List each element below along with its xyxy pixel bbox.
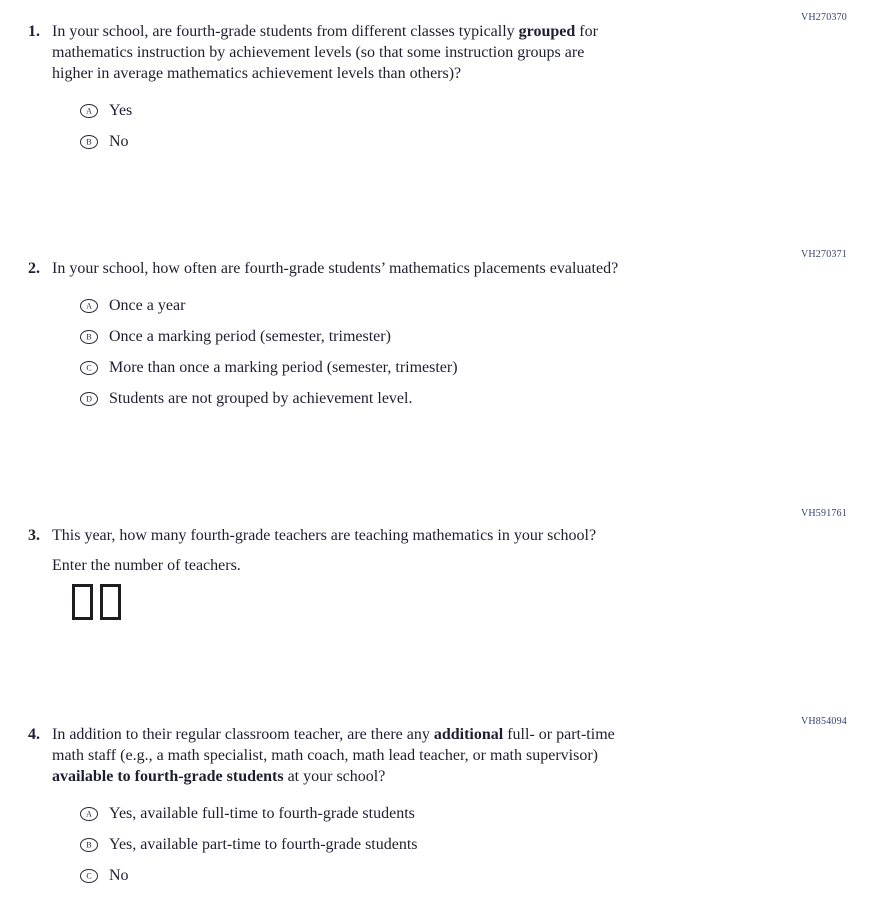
option-bubble-icon[interactable]: [80, 361, 98, 375]
answer-options: [80, 295, 867, 409]
question-instruction: Enter the number of teachers.: [52, 557, 241, 574]
option-label: More than once a marking period (semester, trimester): [109, 359, 458, 376]
option-label: Yes, available part-time to fourth-grade students: [109, 836, 418, 853]
question-text-segment: higher in average mathematics achievement levels than others)?: [52, 65, 462, 82]
question-id-code: VH270371: [800, 249, 847, 260]
question-id-code: VH591761: [800, 508, 847, 519]
option-bubble-icon[interactable]: [80, 838, 98, 852]
question-text-segment: In your school, how often are fourth-grade students’ mathematics placements evaluated?: [52, 260, 619, 277]
option-letter: C: [86, 363, 92, 372]
question-row: [28, 21, 867, 84]
question-text-segment: at your school?: [283, 768, 386, 785]
option-bubble-icon[interactable]: [80, 392, 98, 406]
question-block: [28, 12, 867, 162]
option-letter: C: [86, 871, 92, 880]
answer-option[interactable]: [80, 865, 867, 886]
answer-option[interactable]: [80, 295, 867, 316]
question-number: 2.: [28, 260, 40, 277]
option-label: Yes, available full-time to fourth-grade students: [109, 805, 415, 822]
answer-option[interactable]: [80, 326, 867, 347]
question-number: 1.: [28, 23, 40, 40]
number-entry: [72, 584, 867, 620]
option-letter: A: [86, 106, 92, 115]
option-letter: B: [86, 137, 92, 146]
question-text-segment: full- or part-time: [503, 726, 615, 743]
answer-option[interactable]: [80, 131, 867, 152]
question-block: [28, 716, 867, 896]
digit-entry-box[interactable]: [72, 584, 93, 620]
option-label: No: [109, 867, 129, 884]
option-bubble-icon[interactable]: [80, 330, 98, 344]
option-label: No: [109, 133, 129, 150]
option-letter: D: [86, 394, 92, 403]
option-label: Yes: [109, 102, 133, 119]
answer-option[interactable]: [80, 100, 867, 121]
question-block: [28, 508, 867, 620]
option-bubble-icon[interactable]: [80, 869, 98, 883]
question-text-segment: additional: [433, 726, 504, 743]
question-number: 4.: [28, 726, 40, 743]
question-row: [28, 525, 867, 546]
question-text: [52, 525, 596, 546]
question-row: [28, 724, 867, 787]
question-text-segment: available to fourth-grade students: [52, 768, 284, 785]
option-bubble-icon[interactable]: [80, 135, 98, 149]
option-bubble-icon[interactable]: [80, 807, 98, 821]
question-text: [52, 724, 615, 787]
question-id-code: VH854094: [800, 716, 847, 727]
option-label: Once a marking period (semester, trimester): [109, 328, 391, 345]
digit-entry-box[interactable]: [100, 584, 121, 620]
question-text-segment: In addition to their regular classroom teacher, are there any: [52, 726, 434, 743]
question-id-code: VH270370: [800, 12, 847, 23]
question-text-segment: for: [575, 23, 598, 40]
question-text-segment: In your school, are fourth-grade students from different classes typically: [52, 23, 519, 40]
option-label: Students are not grouped by achievement level.: [109, 390, 413, 407]
question-text-segment: math staff (e.g., a math specialist, math coach, math lead teacher, or math supervisor): [52, 747, 598, 764]
question-block: [28, 249, 867, 419]
answer-option[interactable]: [80, 834, 867, 855]
option-label: Once a year: [109, 297, 186, 314]
option-bubble-icon[interactable]: [80, 299, 98, 313]
option-letter: B: [86, 840, 92, 849]
option-letter: A: [86, 809, 92, 818]
answer-options: [80, 100, 867, 152]
answer-option[interactable]: [80, 803, 867, 824]
question-text-segment: This year, how many fourth-grade teachers are teaching mathematics in your school?: [52, 527, 597, 544]
option-letter: A: [86, 301, 92, 310]
question-text-segment: mathematics instruction by achievement levels (so that some instruction groups are: [52, 44, 585, 61]
question-text: [52, 21, 598, 84]
option-letter: B: [86, 332, 92, 341]
answer-option[interactable]: [80, 388, 867, 409]
question-text-segment: grouped: [518, 23, 576, 40]
question-row: [28, 258, 867, 279]
answer-option[interactable]: [80, 357, 867, 378]
question-number: 3.: [28, 527, 40, 544]
question-text: [52, 258, 618, 279]
answer-options: [80, 803, 867, 886]
option-bubble-icon[interactable]: [80, 104, 98, 118]
